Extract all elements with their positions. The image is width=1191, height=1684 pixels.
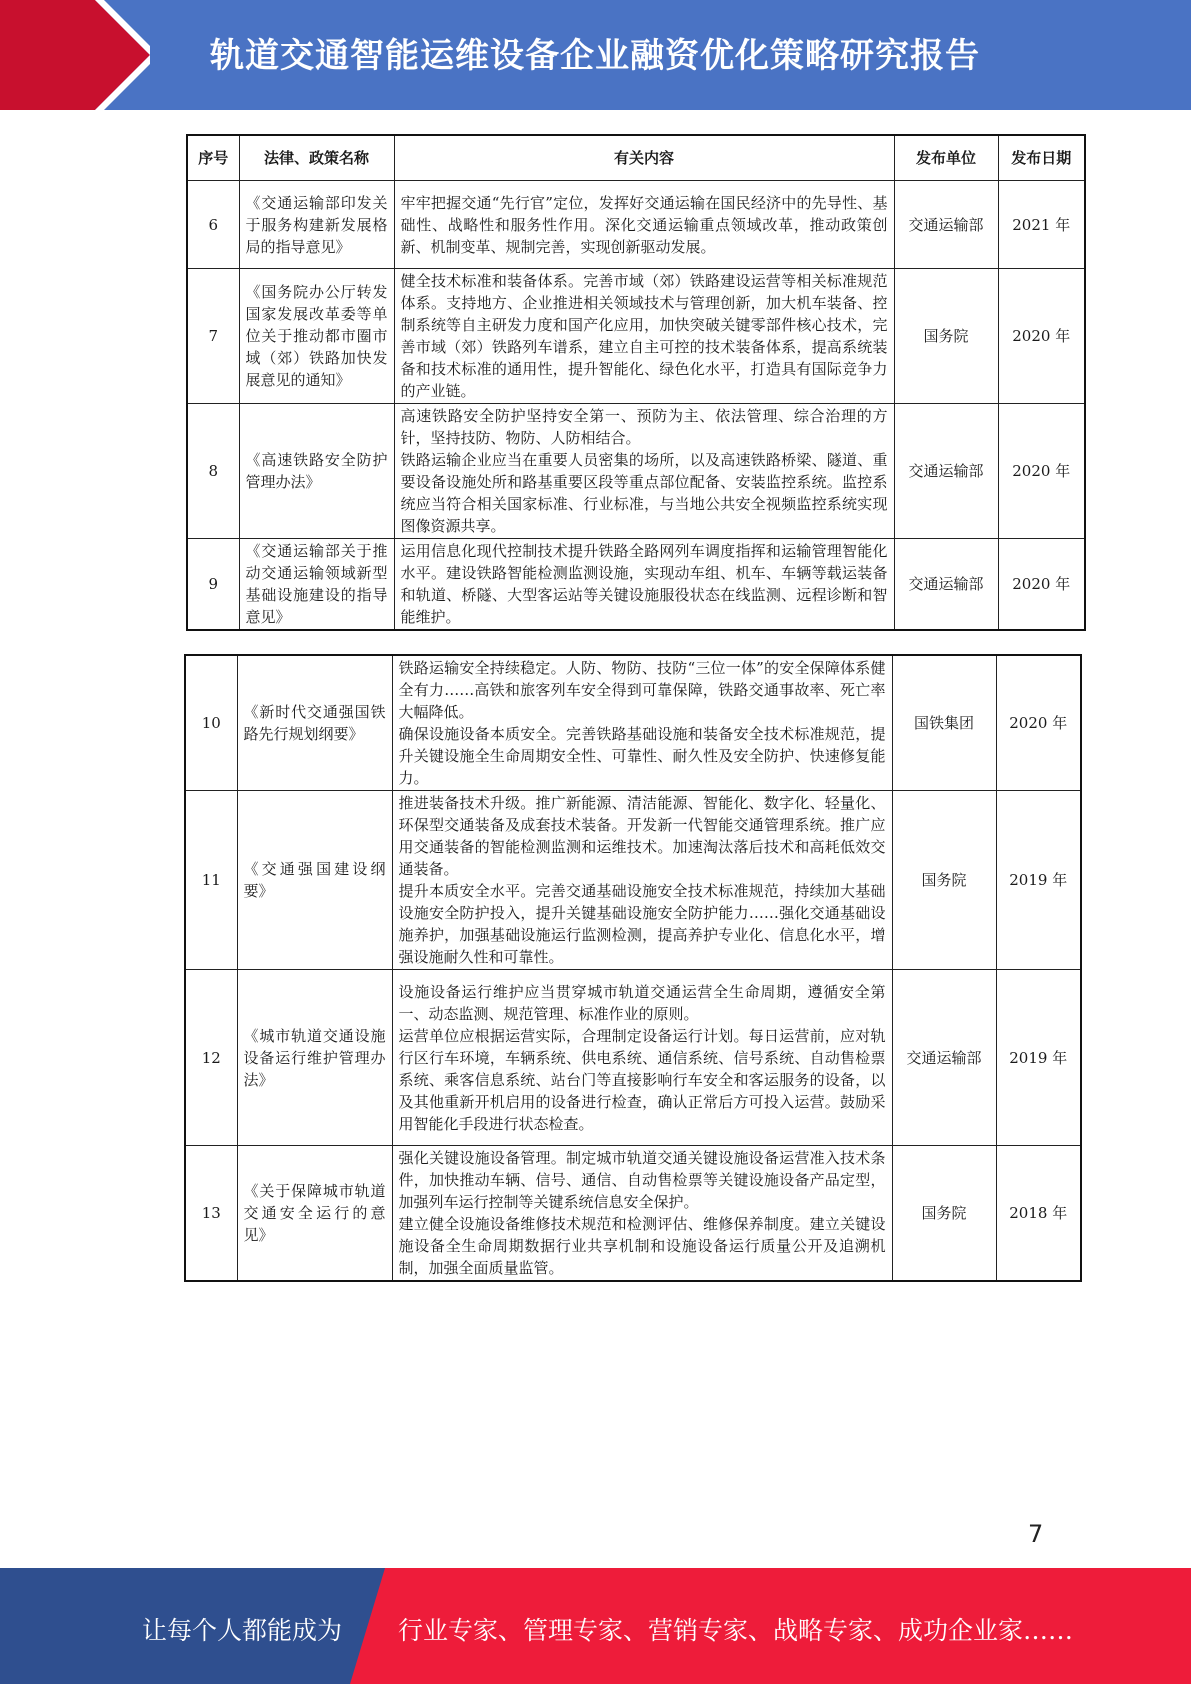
- footer-slogan-right: 行业专家、管理专家、营销专家、战略专家、成功企业家……: [398, 1616, 1074, 1645]
- row-issuer: 交通运输部: [894, 539, 998, 631]
- row-date: 2019 年: [996, 791, 1081, 970]
- content-paragraph: 运用信息化现代控制技术提升铁路全路网列车调度指挥和运输管理智能化水平。建设铁路智能检测监测设施，实现动车组、机车、车辆等载运装备和轨道、桥隧、大型客运站等关键设施服役状态在线监测、远程诊断和智能维护。: [400, 542, 888, 626]
- col-header-issuer: 发布单位: [894, 135, 998, 181]
- row-issuer: 国务院: [894, 269, 998, 404]
- row-policy-name: 《交通运输部印发关于服务构建新发展格局的指导意见》: [239, 181, 394, 269]
- row-policy-name: 《城市轨道交通设施设备运行维护管理办法》: [237, 970, 392, 1146]
- row-index: 8: [187, 404, 239, 539]
- row-content: [394, 181, 894, 269]
- table-row: [187, 539, 1085, 631]
- page-number: 7: [1028, 1520, 1044, 1548]
- col-header-date: 发布日期: [998, 135, 1085, 181]
- row-content: [392, 1146, 892, 1282]
- content-paragraph: 推进装备技术升级。推广新能源、清洁能源、智能化、数字化、轻量化、环保型交通装备及成套技术装备。开发新一代智能交通管理系统。推广应用交通装备的智能检测监测和运维技术。加速淘汰落后技术和高耗低效交通装备。: [398, 794, 886, 878]
- row-content: [394, 404, 894, 539]
- table-row: [185, 655, 1081, 791]
- policy-table-part-2: [184, 654, 1082, 1282]
- col-header-index: 序号: [187, 135, 239, 181]
- col-header-name: 法律、政策名称: [239, 135, 394, 181]
- row-date: 2021 年: [998, 181, 1085, 269]
- row-policy-name: 《关于保障城市轨道交通安全运行的意见》: [237, 1146, 392, 1282]
- content-paragraph: 强化关键设施设备管理。制定城市轨道交通关键设施设备运营准入技术条件，加快推动车辆、信号、通信、自动售检票等关键设施设备产品定型，加强列车运行控制等关键系统信息安全保护。: [398, 1149, 886, 1211]
- table-row: [187, 269, 1085, 404]
- content-paragraph: 运营单位应根据运营实际，合理制定设备运行计划。每日运营前，应对轨行区行车环境，车辆系统、供电系统、通信系统、信号系统、自动售检票系统、乘客信息系统、站台门等直接影响行车安全和客运服务的设备，以及其他重新开机启用的设备进行检查，确认正常后方可投入运营。鼓励采用智能化手段进行状态检查。: [398, 1026, 886, 1133]
- content-paragraph: 牢牢把握交通“先行官”定位，发挥好交通运输在国民经济中的先导性、基础性、战略性和服务性作用。深化交通运输重点领域改革，推动政策创新、机制变革、规制完善，实现创新驱动发展。: [400, 193, 888, 256]
- header-banner: [0, 0, 1191, 110]
- table-row: [187, 404, 1085, 539]
- content-paragraph: 铁路运输企业应当在重要人员密集的场所，以及高速铁路桥梁、隧道、重要设备设施处所和路基重要区段等重点部位配备、安装监控系统。监控系统应当符合相关国家标准、行业标准，与当地公共安全视频监控系统实现图像资源共享。: [400, 451, 888, 535]
- content-paragraph: 设施设备运行维护应当贯穿城市轨道交通运营全生命周期，遵循安全第一、动态监测、规范管理、标准作业的原则。: [398, 982, 886, 1023]
- row-date: 2020 年: [998, 404, 1085, 539]
- row-date: 2020 年: [998, 539, 1085, 631]
- row-content: [394, 539, 894, 631]
- row-content: [392, 791, 892, 970]
- content-paragraph: 建立健全设施设备维修技术规范和检测评估、维修保养制度。建立关键设施设备全生命周期数据行业共享机制和设施设备运行质量公开及追溯机制，加强全面质量监管。: [398, 1215, 886, 1277]
- row-policy-name: 《国务院办公厅转发国家发展改革委等单位关于推动都市圈市域（郊）铁路加快发展意见的通知》: [239, 269, 394, 404]
- header-red-chevron: [0, 0, 150, 110]
- row-index: 11: [185, 791, 237, 970]
- row-issuer: 国铁集团: [892, 655, 996, 791]
- row-index: 6: [187, 181, 239, 269]
- footer-slogan-left: 让每个人都能成为: [142, 1616, 343, 1645]
- content-paragraph: 确保设施设备本质安全。完善铁路基础设施和装备安全技术标准规范，提升关键设施全生命周期安全性、可靠性、耐久性及安全防护、快速修复能力。: [398, 725, 886, 787]
- row-content: [392, 655, 892, 791]
- content-paragraph: 提升本质安全水平。完善交通基础设施安全技术标准规范，持续加大基础设施安全防护投入，提升关键基础设施安全防护能力……强化交通基础设施养护，加强基础设施运行监测检测，提高养护专业化、信息化水平，增强设施耐久性和可靠性。: [398, 882, 886, 966]
- row-date: 2019 年: [996, 970, 1081, 1146]
- row-index: 7: [187, 269, 239, 404]
- row-issuer: 国务院: [892, 791, 996, 970]
- row-issuer: 交通运输部: [894, 181, 998, 269]
- col-header-content: 有关内容: [394, 135, 894, 181]
- content-paragraph: 高速铁路安全防护坚持安全第一、预防为主、依法管理、综合治理的方针，坚持技防、物防、人防相结合。: [400, 407, 888, 447]
- row-content: [394, 269, 894, 404]
- row-date: 2020 年: [996, 655, 1081, 791]
- row-date: 2018 年: [996, 1146, 1081, 1282]
- row-policy-name: 《交通运输部关于推动交通运输领域新型基础设施建设的指导意见》: [239, 539, 394, 631]
- row-policy-name: 《新时代交通强国铁路先行规划纲要》: [237, 655, 392, 791]
- row-policy-name: 《高速铁路安全防护管理办法》: [239, 404, 394, 539]
- table-row: [185, 1146, 1081, 1282]
- footer-banner: [0, 1568, 1191, 1684]
- row-index: 10: [185, 655, 237, 791]
- report-title: 轨道交通智能运维设备企业融资优化策略研究报告: [210, 36, 980, 76]
- row-index: 9: [187, 539, 239, 631]
- row-date: 2020 年: [998, 269, 1085, 404]
- row-issuer: 交通运输部: [892, 970, 996, 1146]
- table-row: [185, 970, 1081, 1146]
- row-index: 13: [185, 1146, 237, 1282]
- row-issuer: 交通运输部: [894, 404, 998, 539]
- content-paragraph: 健全技术标准和装备体系。完善市域（郊）铁路建设运营等相关标准规范体系。支持地方、企业推进相关领域技术与管理创新，加大机车装备、控制系统等自主研发力度和国产化应用，加快突破关键零部件核心技术，完善市域（郊）铁路列车谱系，建立自主可控的技术装备体系，提高系统装备和技术标准的通用性，提升智能化、绿色化水平，打造具有国际竞争力的产业链。: [400, 272, 888, 400]
- policy-table-part-1: [186, 134, 1086, 631]
- row-issuer: 国务院: [892, 1146, 996, 1282]
- content-paragraph: 铁路运输安全持续稳定。人防、物防、技防“三位一体”的安全保障体系健全有力……高铁和旅客列车安全得到可靠保障，铁路交通事故率、死亡率大幅降低。: [398, 659, 886, 721]
- row-index: 12: [185, 970, 237, 1146]
- row-policy-name: 《交通强国建设纲要》: [237, 791, 392, 970]
- row-content: [392, 970, 892, 1146]
- table-header-row: [187, 135, 1085, 181]
- table-row: [185, 791, 1081, 970]
- table-row: [187, 181, 1085, 269]
